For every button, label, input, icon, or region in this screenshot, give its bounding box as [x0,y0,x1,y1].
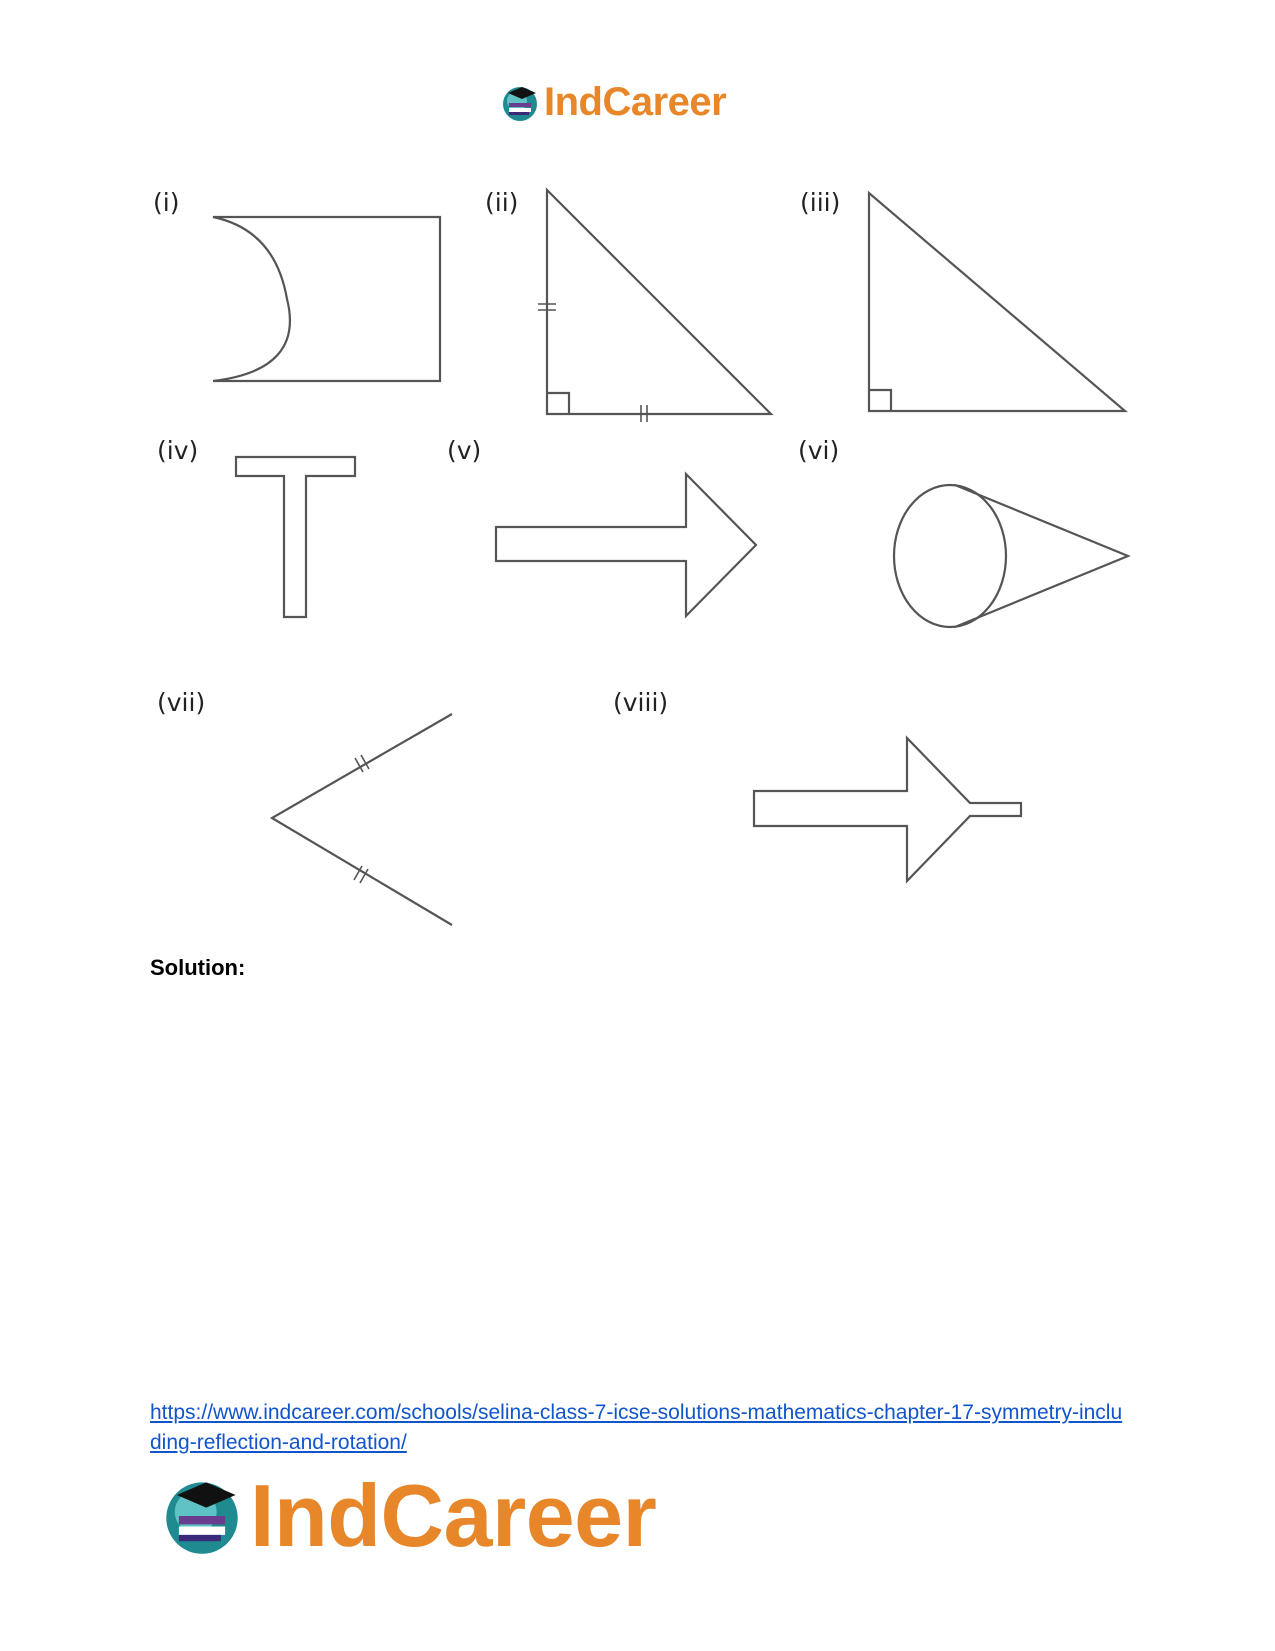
figure-label-vii: (vii) [157,688,206,717]
figure-ii-shape [538,190,771,422]
figure-vii-shape [272,714,452,925]
solution-heading: Solution: [150,955,246,980]
figure-label-ii: (ii) [485,188,519,217]
figure-iii-shape [869,193,1125,411]
figure-label-iii: (iii) [800,188,841,217]
figure-vi-shape [894,485,1128,627]
footer-logo [160,1465,656,1567]
figure-i-shape [213,217,440,381]
logo-globe-icon [160,1474,244,1558]
figure-label-viii: (viii) [613,688,669,717]
footer-logo-text: IndCareer [250,1466,657,1565]
figure-label-iv: (iv) [157,436,199,465]
figure-viii-shape [754,738,1021,881]
figure-label-i: (i) [153,188,180,217]
header-logo-text: IndCareer [544,80,727,124]
figure-label-v: (v) [447,436,482,465]
figure-label-vi: (vi) [798,436,840,465]
figure-iv-shape [236,457,355,617]
figure-v-shape [496,474,756,616]
source-link[interactable]: https://www.indcareer.com/schools/selina-class-7-icse-solutions-mathematics-chapter-17-symmetry-including-reflection-and-rotation/ [150,1401,1123,1454]
